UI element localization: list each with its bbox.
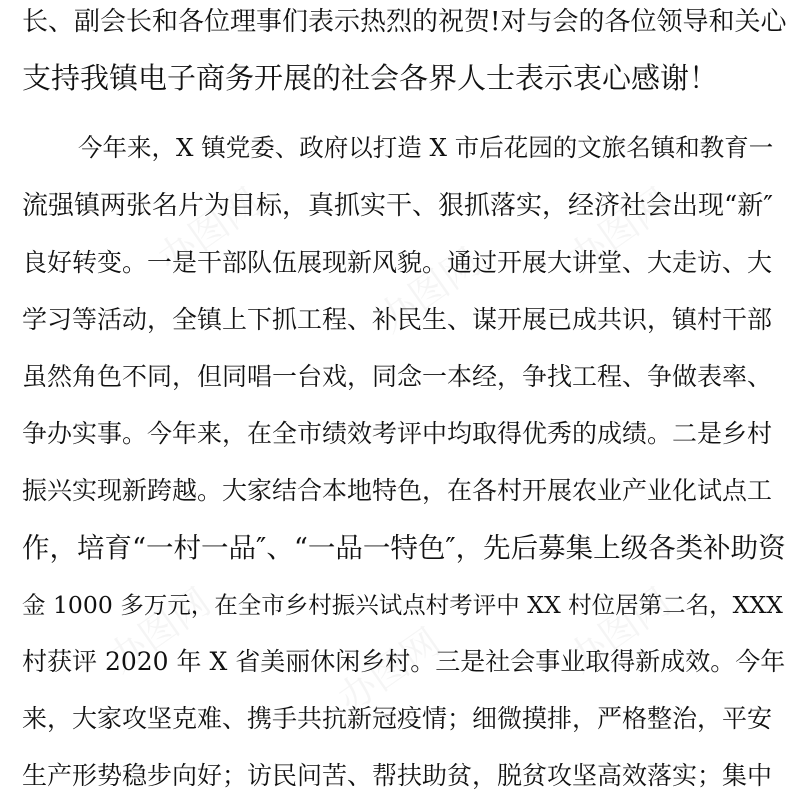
- text-line: 虽然角色不同，但同唱一台戏，同念一本经，争找工程、争做表率、: [22, 362, 773, 391]
- text-line: 良好转变。一是干部队伍展现新风貌。通过开展大讲堂、大走访、大: [22, 248, 773, 277]
- watermark: 办图网: [559, 579, 679, 682]
- watermark: 办图网: [99, 579, 219, 682]
- text-line: 作，培育“一村一品″、“一品一特色″，先后募集上级各类补助资: [22, 532, 786, 564]
- text-line: 长、副会长和各位理事们表示热烈的祝贺!对与会的各位领导和关心: [22, 7, 787, 37]
- text-line: 流强镇两张名片为目标，真抓实干、狠抓落实，经济社会出现“新″: [22, 191, 774, 221]
- text-line: 生产形势稳步向好；访民问苦、帮扶助贫，脱贫攻坚高效落实；集中: [22, 761, 773, 790]
- text-line: 支持我镇电子商务开展的社会各界人士表示衷心感谢！: [22, 61, 719, 95]
- watermark: 办图网: [559, 179, 679, 282]
- text-line: 学习等活动，全镇上下抓工程、补民生、谋开展已成共识，镇村干部: [22, 305, 773, 334]
- text-line: 争办实事。今年来，在全市绩效考评中均取得优秀的成绩。二是乡村: [22, 419, 773, 448]
- watermark: 办图网: [329, 619, 449, 722]
- text-line: 村获评 2020 年 X 省美丽休闲乡村。三是社会事业取得新成效。今年: [22, 647, 786, 676]
- text-line: 振兴实现新跨越。大家结合本地特色，在各村开展农业产业化试点工: [22, 476, 773, 505]
- paragraph-start-line: 今年来，X 镇党委、政府以打造 X 市后花园的文旅名镇和教育一: [78, 133, 774, 162]
- watermark: 办图网: [149, 179, 269, 282]
- text-line: 金 1000 多万元，在全市乡村振兴试点村考评中 XX 村位居第二名，XXX: [22, 591, 783, 619]
- text-line: 来，大家攻坚克难、携手共抗新冠疫情；细微摸排，严格整治，平安: [22, 704, 773, 733]
- watermark: 办图网: [369, 239, 489, 342]
